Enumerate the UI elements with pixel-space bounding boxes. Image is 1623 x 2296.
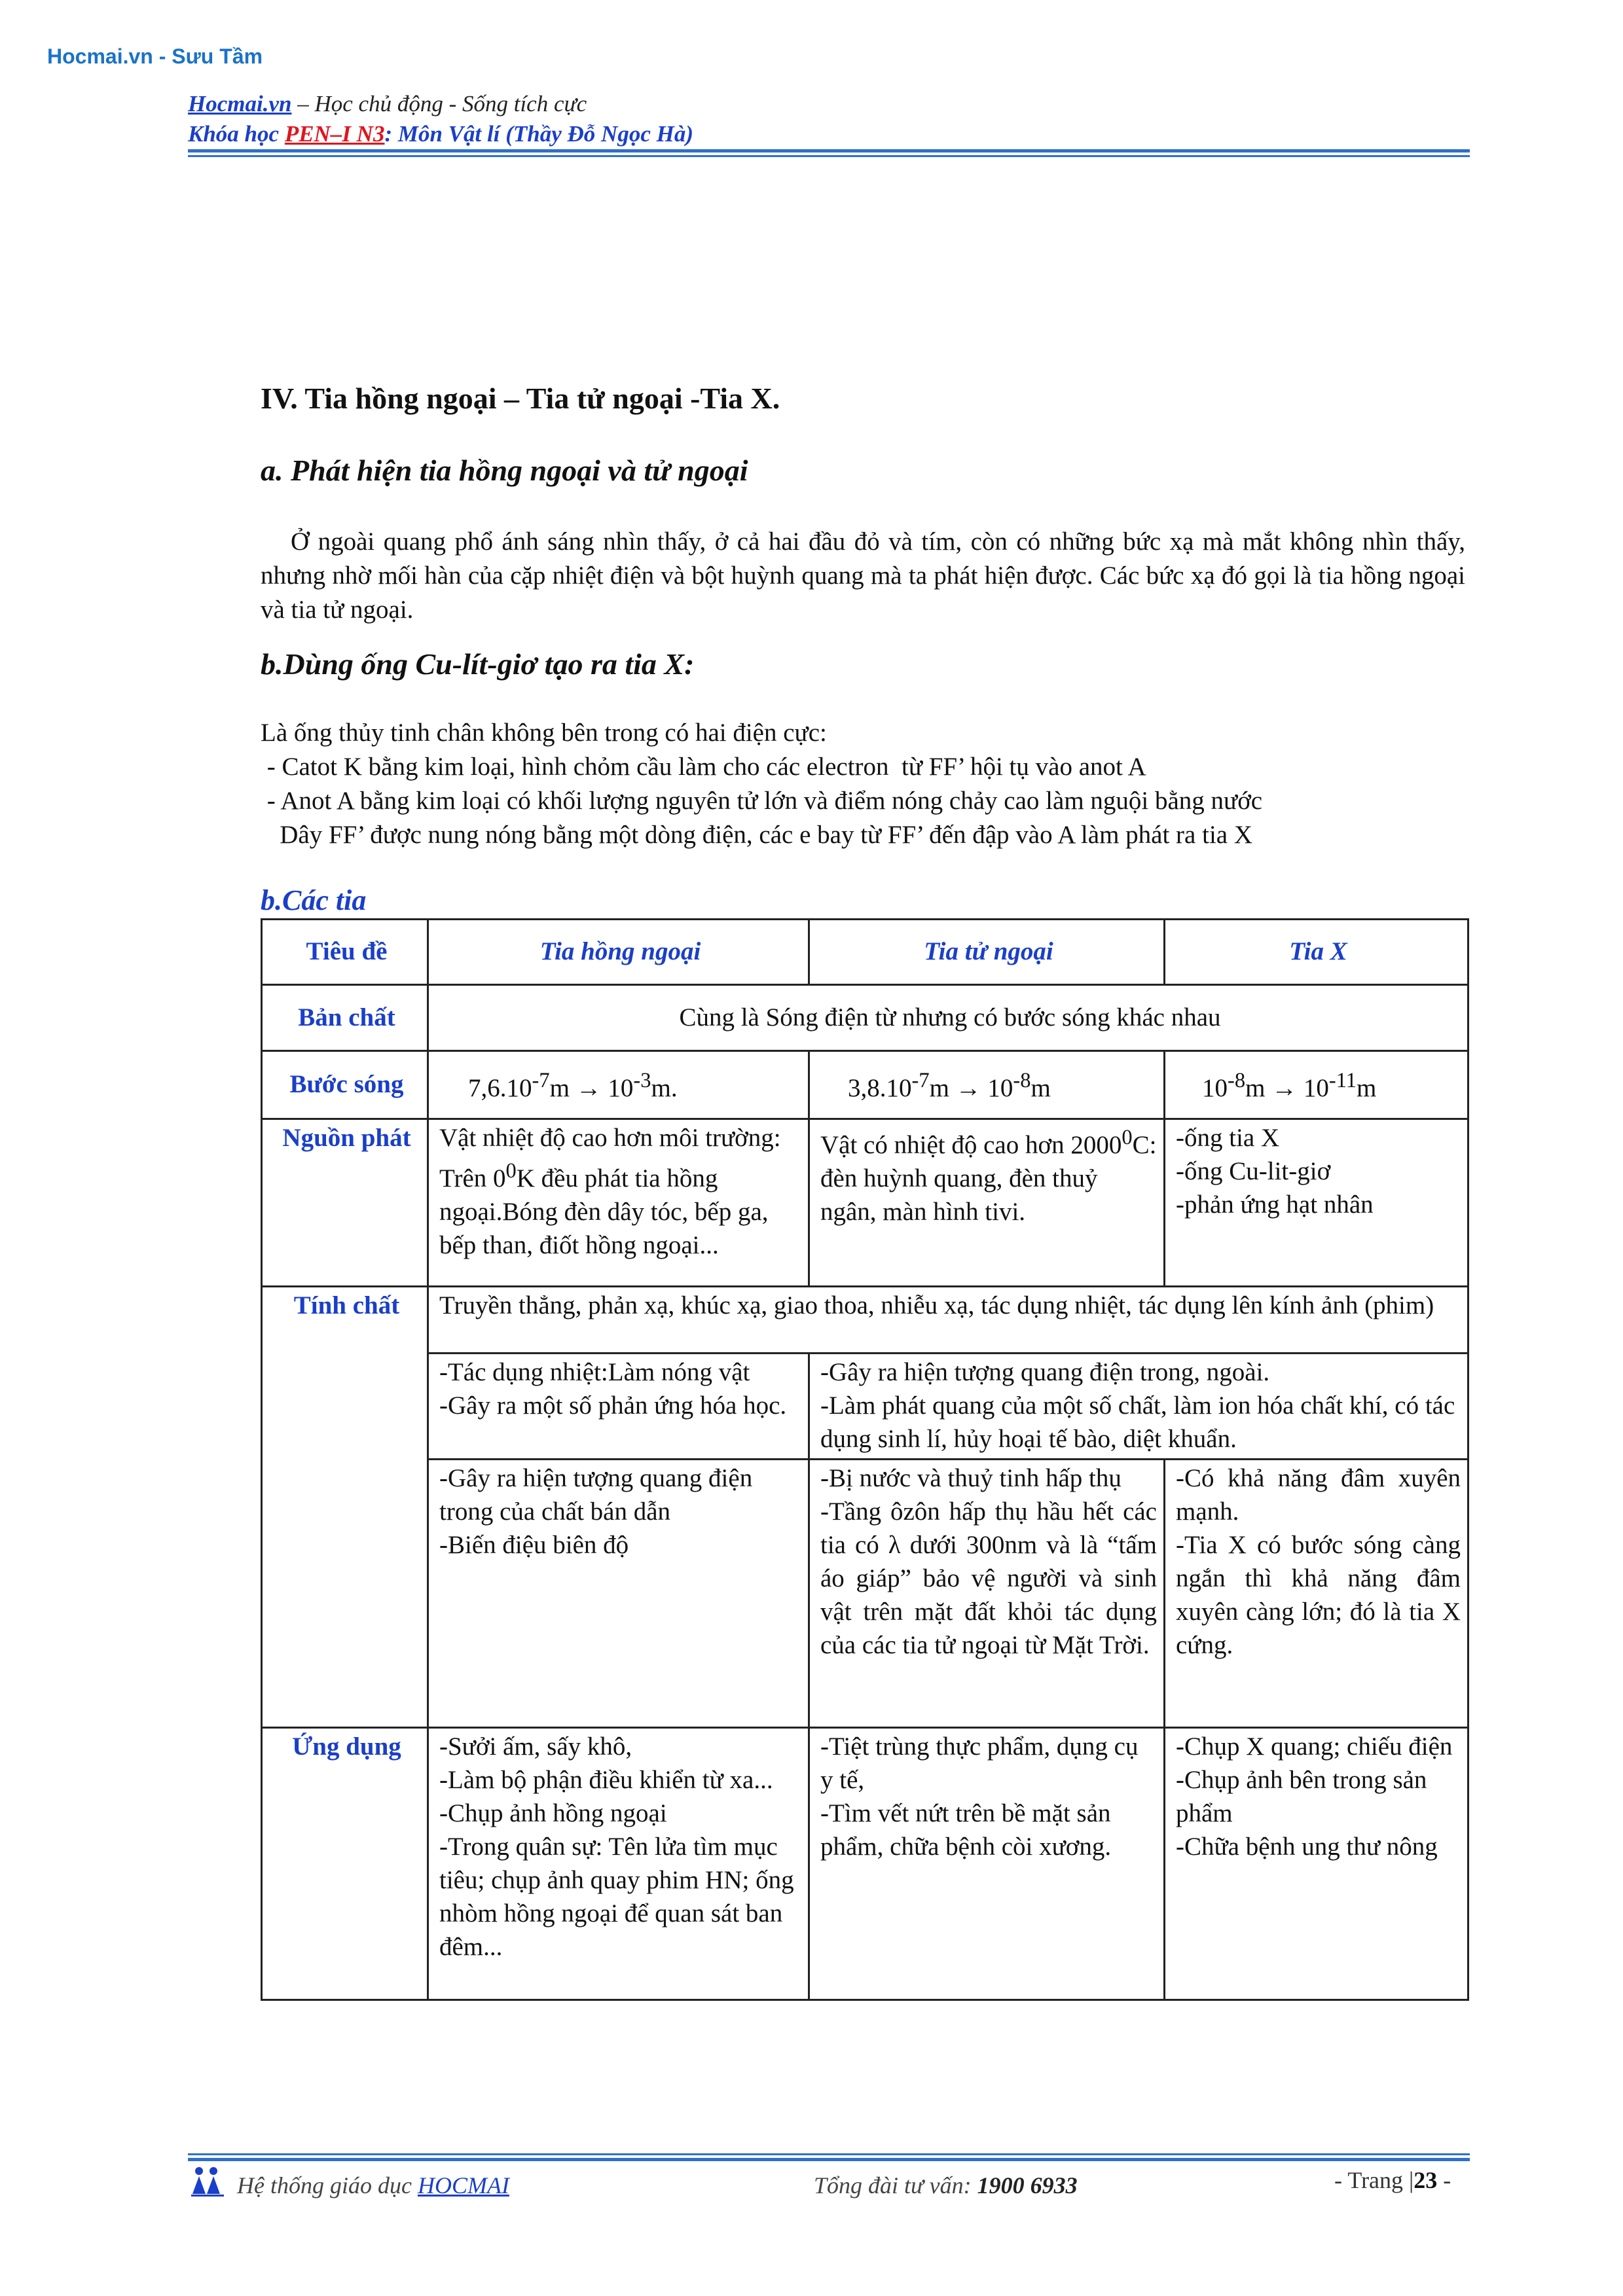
row-label-applications: Ứng dụng	[262, 1728, 428, 2000]
property-item: -Tầng ôzôn hấp thụ hầu hết các tia có λ dưới 300nm và là “tấm áo giáp” bảo vệ người và sinh vật trên mặt đất khỏi tác dụng của các tia tử ngoại từ Mặt Trời.	[820, 1498, 1157, 1659]
course-code: PEN–I N3	[284, 121, 385, 147]
application-item: -Chữa bệnh ung thư nông	[1176, 1833, 1438, 1861]
row-label-properties: Tính chất	[262, 1287, 428, 1728]
footer-hotline-number: 1900 6933	[977, 2172, 1078, 2198]
course-prefix: Khóa học	[188, 121, 285, 147]
course-subject: : Môn Vật lí	[384, 121, 506, 147]
row-label-wavelength: Bước sóng	[262, 1051, 428, 1119]
page-number: 23	[1413, 2167, 1438, 2193]
wavelength-text: m	[1357, 1073, 1377, 1102]
applications-xray	[1165, 1728, 1468, 2000]
wavelength-text: 7,6.10	[468, 1073, 532, 1102]
property-item: -Bị nước và thuỷ tinh hấp thụ	[820, 1464, 1122, 1492]
xtube-line: Dây FF’ được nung nóng bằng một dòng điện, các e bay từ FF’ đến đập vào A làm phát ra tia X	[261, 821, 1253, 849]
source-text: K đều phát tia hồng ngoại.Bóng đèn dây tóc, bếp ga, bếp than, điốt hồng ngoại...	[439, 1164, 769, 1259]
footer-hocmai-link[interactable]: HOCMAI	[417, 2172, 509, 2198]
source-text: đèn huỳnh quang, đèn thuỷ ngân, màn hình tivi.	[820, 1164, 1098, 1226]
footer-system-text: Hệ thống giáo dục	[237, 2172, 418, 2198]
hocmai-logo-icon	[190, 2165, 225, 2198]
row-label-source: Nguồn phát	[262, 1119, 428, 1287]
property-item: -Biến điệu biên độ	[439, 1531, 629, 1559]
section-title: IV. Tia hồng ngoại – Tia tử ngoại -Tia X.	[261, 382, 780, 415]
application-item: -Chụp ảnh bên trong sản phẩm	[1176, 1766, 1427, 1827]
source-item: -ống tia X	[1176, 1124, 1280, 1152]
xtube-line: - Catot K bằng kim loại, hình chỏm cầu làm cho các electron từ FF’ hội tụ vào anot A	[261, 753, 1146, 781]
property-item: -Tia X có bước sóng càng ngắn thì khả năng đâm xuyên càng lớn; đó là tia X cứng.	[1176, 1531, 1461, 1659]
source-text: Vật nhiệt độ cao hơn môi trường: Trên 0	[439, 1124, 781, 1193]
source-item: -ống Cu-lit-giơ	[1176, 1157, 1331, 1185]
properties-common: Truyền thẳng, phản xạ, khúc xạ, giao thoa, nhiễu xạ, tác dụng nhiệt, tác dụng lên kính ảnh (phim)	[428, 1287, 1468, 1354]
source-text: Vật có nhiệt độ cao hơn 2000	[820, 1131, 1122, 1159]
property-item: -Gây ra một số phản ứng hóa học.	[439, 1391, 787, 1420]
footer-hotline-label: Tổng đài tư vấn:	[814, 2172, 977, 2198]
source-text: C:	[1132, 1131, 1157, 1159]
header-motto: – Học chủ động - Sống tích cực	[291, 91, 587, 117]
application-item: -Làm bộ phận điều khiển từ xa...	[439, 1766, 773, 1794]
degree-mark: 0	[1122, 1126, 1133, 1149]
footer-left	[237, 2172, 509, 2199]
application-item: -Chụp X quang; chiếu điện	[1176, 1732, 1453, 1761]
wavelength-exponent: -8	[1228, 1068, 1246, 1092]
rays-comparison-table	[261, 918, 1469, 2001]
header-rule	[188, 149, 1470, 158]
property-item: -Gây ra hiện tượng quang điện trong của chất bán dẫn	[439, 1464, 753, 1526]
application-item: -Sưởi ấm, sấy khô,	[439, 1732, 632, 1761]
wavelength-infrared	[428, 1051, 809, 1119]
properties-ultraviolet-2	[809, 1460, 1165, 1728]
subsection-b-lines	[261, 716, 1262, 852]
subsection-a-title: a. Phát hiện tia hồng ngoại và tử ngoại	[261, 454, 748, 487]
nature-value: Cùng là Sóng điện từ nhưng có bước sóng khác nhau	[428, 985, 1468, 1051]
wavelength-text: m → 10	[929, 1073, 1013, 1102]
page-prefix: - Trang |	[1334, 2167, 1414, 2193]
wavelength-xray	[1165, 1051, 1468, 1119]
row-label-nature: Bản chất	[262, 985, 428, 1051]
application-item: -Chụp ảnh hồng ngoại	[439, 1799, 667, 1827]
properties-infrared-2	[428, 1460, 809, 1728]
page-header	[188, 89, 1471, 149]
watermark: Hocmai.vn - Sưu Tầm	[47, 45, 263, 68]
applications-ultraviolet	[809, 1728, 1165, 2000]
applications-infrared	[428, 1728, 809, 2000]
header-brand-link[interactable]: Hocmai.vn	[188, 91, 292, 117]
wavelength-exponent: -11	[1328, 1068, 1357, 1092]
wavelength-text: m.	[651, 1073, 678, 1102]
course-teacher: (Thầy Đỗ Ngọc Hà)	[505, 121, 693, 147]
source-infrared	[428, 1119, 809, 1287]
degree-mark: 0	[505, 1159, 517, 1183]
page-suffix: -	[1437, 2167, 1451, 2193]
footer-page-number	[1334, 2166, 1451, 2194]
source-ultraviolet	[809, 1119, 1165, 1287]
footer-hotline	[814, 2172, 1078, 2199]
wavelength-text: m → 10	[549, 1073, 634, 1102]
subsection-a-paragraph: Ở ngoài quang phổ ánh sáng nhìn thấy, ở cả hai đầu đỏ và tím, còn có những bức xạ mà mắt không nhìn thấy, nhưng nhờ mối hàn của cặp nhiệt điện và bột huỳnh quang mà ta phát hiện được. Các bức xạ đó gọi là tia hồng ngoại và tia tử ngoại.	[261, 528, 1465, 624]
wavelength-text: 10	[1202, 1073, 1228, 1102]
header-cell-xray: Tia X	[1165, 920, 1468, 985]
application-item: -Tìm vết nứt trên bề mặt sản phẩm, chữa bệnh còi xương.	[820, 1799, 1112, 1861]
header-cell-infrared: Tia hồng ngoại	[428, 920, 809, 985]
wavelength-ultraviolet	[809, 1051, 1165, 1119]
properties-infrared-1	[428, 1354, 809, 1460]
properties-uv-xray-1	[809, 1354, 1468, 1460]
application-item: -Tiệt trùng thực phẩm, dụng cụ y tế,	[820, 1732, 1139, 1794]
property-item: -Có khả năng đâm xuyên mạnh.	[1176, 1464, 1461, 1526]
header-cell-ultraviolet: Tia tử ngoại	[809, 920, 1165, 985]
property-item: -Tác dụng nhiệt:Làm nóng vật	[439, 1358, 750, 1386]
wavelength-exponent: -3	[633, 1068, 651, 1092]
source-xray	[1165, 1119, 1468, 1287]
wavelength-exponent: -8	[1013, 1068, 1031, 1092]
properties-xray-2	[1165, 1460, 1468, 1728]
subsection-b-title: b.Dùng ống Cu-lít-giơ tạo ra tia X:	[261, 647, 695, 681]
subsection-c-title: b.Các tia	[261, 884, 367, 916]
wavelength-text: 3,8.10	[848, 1073, 912, 1102]
property-item: -Làm phát quang của một số chất, làm ion hóa chất khí, có tác dụng sinh lí, hủy hoại tế bào, diệt khuẩn.	[820, 1391, 1455, 1453]
property-item: -Gây ra hiện tượng quang điện trong, ngoài.	[820, 1358, 1270, 1386]
wavelength-exponent: -7	[911, 1068, 930, 1092]
header-cell-title: Tiêu đề	[262, 920, 428, 985]
wavelength-text: m → 10	[1245, 1073, 1329, 1102]
xtube-line: - Anot A bằng kim loại có khối lượng nguyên tử lớn và điểm nóng chảy cao làm nguội bằng nước	[261, 787, 1263, 815]
wavelength-text: m	[1030, 1073, 1051, 1102]
footer-rule	[188, 2153, 1470, 2161]
wavelength-exponent: -7	[532, 1068, 550, 1092]
source-item: -phản ứng hạt nhân	[1176, 1191, 1374, 1219]
application-item: -Trong quân sự: Tên lửa tìm mục tiêu; chụp ảnh quay phim HN; ống nhòm hồng ngoại để quan sát ban đêm...	[439, 1833, 794, 1961]
xtube-line: Là ống thủy tinh chân không bên trong có hai điện cực:	[261, 719, 827, 747]
